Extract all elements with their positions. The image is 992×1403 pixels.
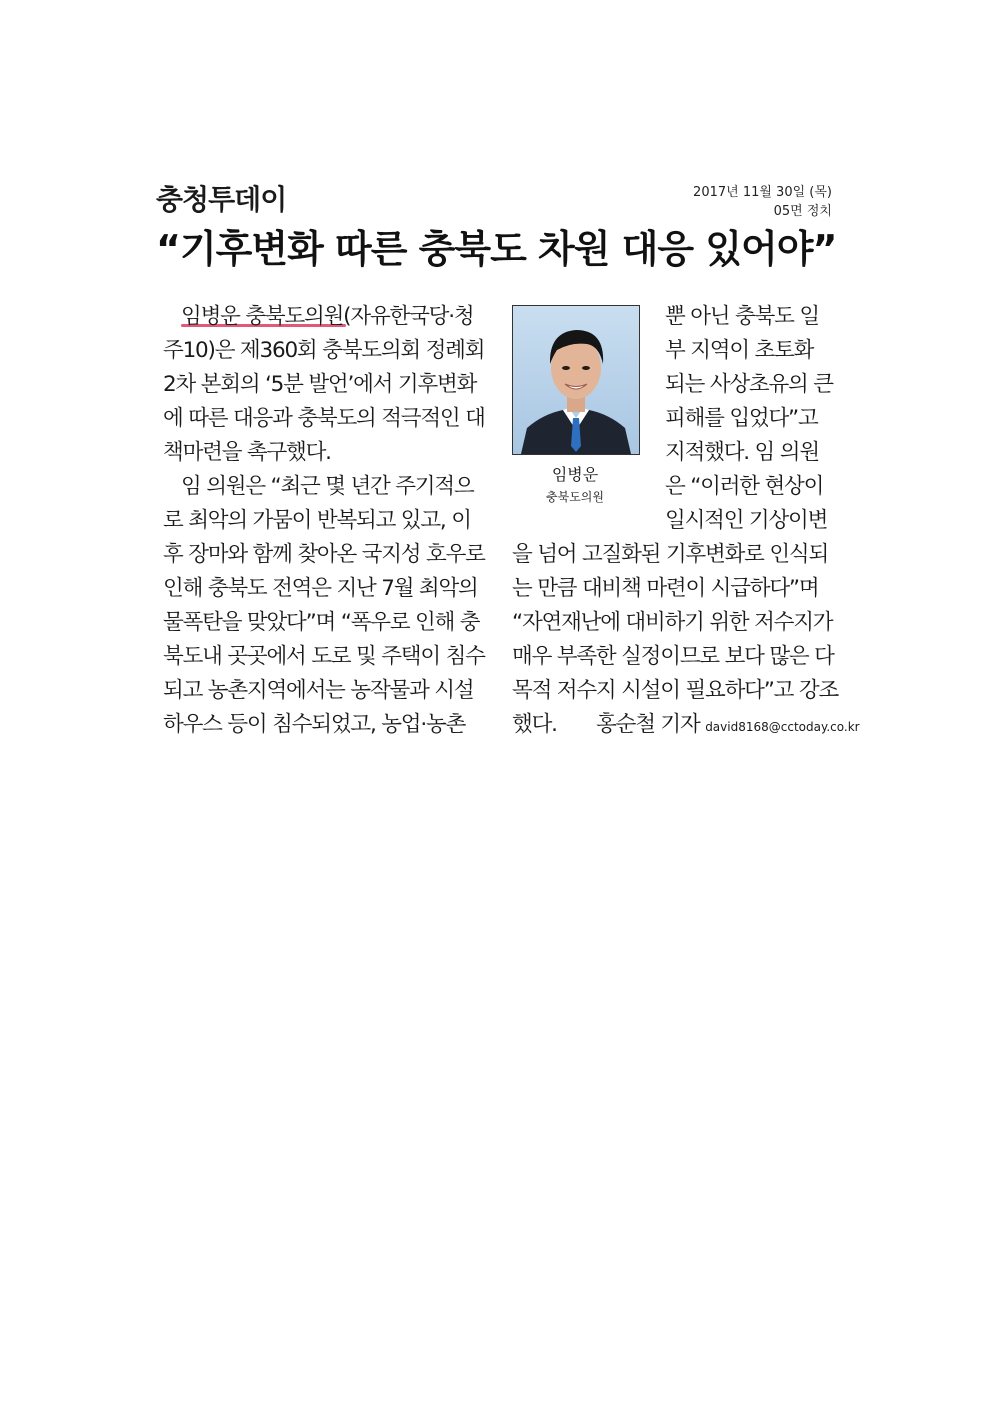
dateline [693,183,832,221]
text-line: 로 최악의 가뭄이 반복되고 있고, 이 [163,508,471,533]
text-line: 은 “이러한 현상이 [665,474,824,499]
text-line: 북도내 곳곳에서 도로 및 주택이 침수 [163,644,485,669]
text-line: 주10)은 제360회 충북도의회 정례회 [163,338,485,363]
reporter-email: david8168@cctoday.co.kr [705,720,860,734]
text-line: 인해 충북도 전역은 지난 7월 최악의 [163,576,478,601]
portrait-photo [512,305,640,455]
text-line: 후 장마와 함께 찾아온 국지성 호우로 [163,542,485,567]
reporter-name: 홍순철 기자 [596,712,700,737]
page-section: 05면 정치 [773,204,832,219]
text-line: 부 지역이 초토화 [665,338,814,363]
text-line: 는 만큼 대비책 마련이 시급하다”며 [512,576,819,601]
photo-caption-title: 충북도의원 [546,490,604,504]
byline [512,708,860,744]
text-line: 임병운 충북도의원(자유한국당·청 [181,304,474,329]
text-line: “자연재난에 대비하기 위한 저수지가 [512,610,833,635]
text-line: 임 의원은 “최근 몇 년간 주기적으 [181,474,474,499]
portrait-illustration [513,306,639,454]
text-line: 일시적인 기상이변 [665,508,828,533]
text-line: 지적했다. 임 의원 [665,440,819,465]
publication-date: 2017년 11월 30일 (목) [693,185,832,200]
text-line: 되고 농촌지역에서는 농작물과 시설 [163,678,474,703]
text-line: 목적 저수지 시설이 필요하다”고 강조 [512,678,839,703]
text-line: 매우 부족한 실정이므로 보다 많은 다 [512,644,834,669]
text-line: 물폭탄을 맞았다”며 “폭우로 인해 충 [163,610,480,635]
byline-prefix: 했다. [512,712,557,737]
text-line: 되는 사상초유의 큰 [665,372,833,397]
photo-caption-name: 임병운 [551,465,599,484]
newspaper-masthead: 충청투데이 [156,183,287,216]
text-line: 2차 본회의 ‘5분 발언’에서 기후변화 [163,372,477,397]
text-line: 을 넘어 고질화된 기후변화로 인식되 [512,542,829,567]
text-line: 뿐 아닌 충북도 일 [665,304,819,329]
text-line: 에 따른 대응과 충북도의 적극적인 대 [163,406,485,431]
text-line: 책마련을 촉구했다. [163,440,331,465]
text-line: 피해를 입었다”고 [665,406,818,431]
text-line: 하우스 등이 침수되었고, 농업·농촌 [163,712,466,737]
article-headline: “기후변화 따른 충북도 차원 대응 있어야” [156,227,837,271]
